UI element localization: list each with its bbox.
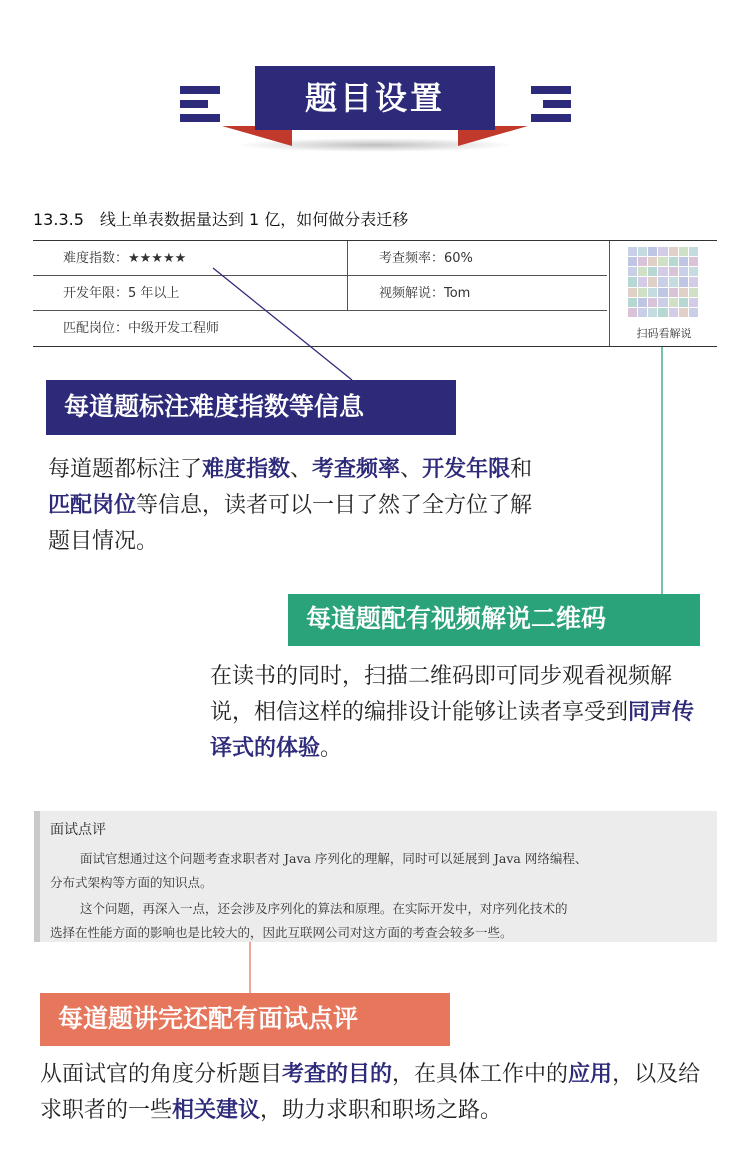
section3-tag: 每道题讲完还配有面试点评 bbox=[40, 993, 450, 1046]
banner-title: 题目设置 bbox=[255, 66, 495, 130]
excerpt-title: 面试点评 bbox=[50, 822, 106, 838]
position-cell: 匹配岗位：中级开发工程师 bbox=[63, 321, 220, 336]
excerpt-line: 分布式架构等方面的知识点。 bbox=[50, 875, 213, 890]
qr-label: 扫码看解说 bbox=[636, 327, 692, 340]
connector-difficulty bbox=[213, 268, 352, 380]
excerpt-line: 选择在性能方面的影响也是比较大的，因此互联网公司对这方面的考查会较多一些。 bbox=[50, 925, 513, 940]
section1-text: 每道题都标注了难度指数、考查频率、开发年限和匹配岗位等信息，读者可以一目了然了全方位了解题目情况。 bbox=[48, 457, 533, 554]
excerpt-line: 面试官想通过这个问题考查求职者对 Java 序列化的理解，同时可以延展到 Java 网络编程、 bbox=[80, 851, 588, 866]
question-title: 线上单表数据量达到 1 亿，如何做分表迁移 bbox=[99, 210, 409, 229]
section1-tag: 每道题标注难度指数等信息 bbox=[46, 380, 456, 435]
frequency-cell: 考查频率：60% bbox=[379, 251, 473, 266]
section2-tag: 每道题配有视频解说二维码 bbox=[288, 594, 700, 646]
interview-comment-excerpt bbox=[34, 811, 717, 942]
years-cell: 开发年限：5 年以上 bbox=[63, 286, 180, 301]
question-number: 13.3.5 bbox=[33, 210, 84, 229]
difficulty-cell: 难度指数：★★★★★ bbox=[63, 251, 187, 266]
section2-text: 在读书的同时，扫描二维码即可同步观看视频解说，相信这样的编排设计能够让读者享受到同声传译式的体验。 bbox=[210, 664, 695, 761]
section3-text: 从面试官的角度分析题目考查的目的，在具体工作中的应用，以及给求职者的一些相关建议，助力求职和职场之路。 bbox=[40, 1062, 701, 1123]
excerpt-line: 这个问题，再深入一点，还会涉及序列化的算法和原理。在实际开发中，对序列化技术的 bbox=[80, 901, 568, 916]
video-cell: 视频解说：Tom bbox=[379, 286, 471, 301]
